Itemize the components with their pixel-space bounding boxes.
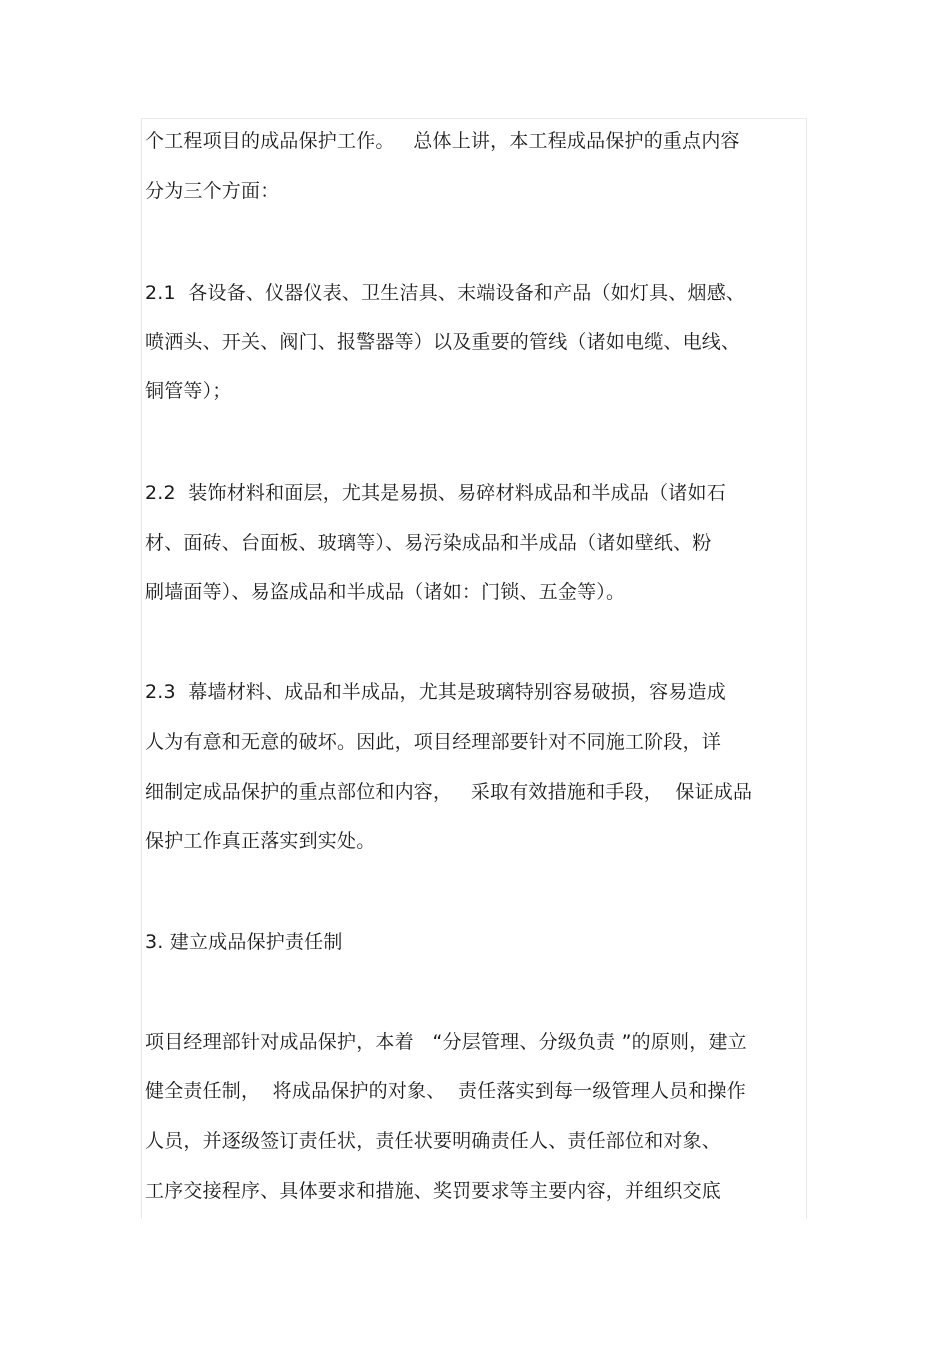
text-line: 细制定成品保护的重点部位和内容， 采取有效措施和手段， 保证成品 <box>145 781 753 803</box>
text-line: 人为有意和无意的破坏。因此，项目经理部要针对不同施工阶段，详 <box>145 731 722 753</box>
text-line: 工序交接程序、具体要求和措施、奖罚要求等主要内容，并组织交底 <box>145 1180 722 1202</box>
text-line: 2.1 各设备、仪器仪表、卫生洁具、末端设备和产品（如灯具、烟感、 <box>145 282 746 304</box>
text-line: 材、面砖、台面板、玻璃等）、易污染成品和半成品（诸如壁纸、粉 <box>145 532 712 554</box>
text-line: 2.2 装饰材料和面层，尤其是易损、易碎材料成品和半成品（诸如石 <box>145 482 726 504</box>
text-line: 健全责任制， 将成品保护的对象、 责任落实到每一级管理人员和操作 <box>145 1080 746 1102</box>
text-line: 分为三个方面： <box>145 180 280 202</box>
text-line: 铜管等）； <box>145 380 232 402</box>
section-heading: 3. 建立成品保护责任制 <box>145 931 343 953</box>
text-line: 保护工作真正落实到实处。 <box>145 830 376 852</box>
text-line: 人员，并逐级签订责任状，责任状要明确责任人、责任部位和对象、 <box>145 1130 722 1152</box>
text-line: 喷洒头、开关、阀门、报警器等）以及重要的管线（诸如电缆、电线、 <box>145 331 741 353</box>
text-line: 项目经理部针对成品保护，本着 “分层管理、分级负责 ”的原则，建立 <box>145 1031 747 1053</box>
text-line: 刷墙面等）、易盗成品和半成品（诸如：门锁、五金等）。 <box>145 581 626 603</box>
text-line: 2.3 幕墙材料、成品和半成品，尤其是玻璃特别容易破损，容易造成 <box>145 681 726 703</box>
text-line: 个工程项目的成品保护工作。 总体上讲，本工程成品保护的重点内容 <box>145 130 740 152</box>
